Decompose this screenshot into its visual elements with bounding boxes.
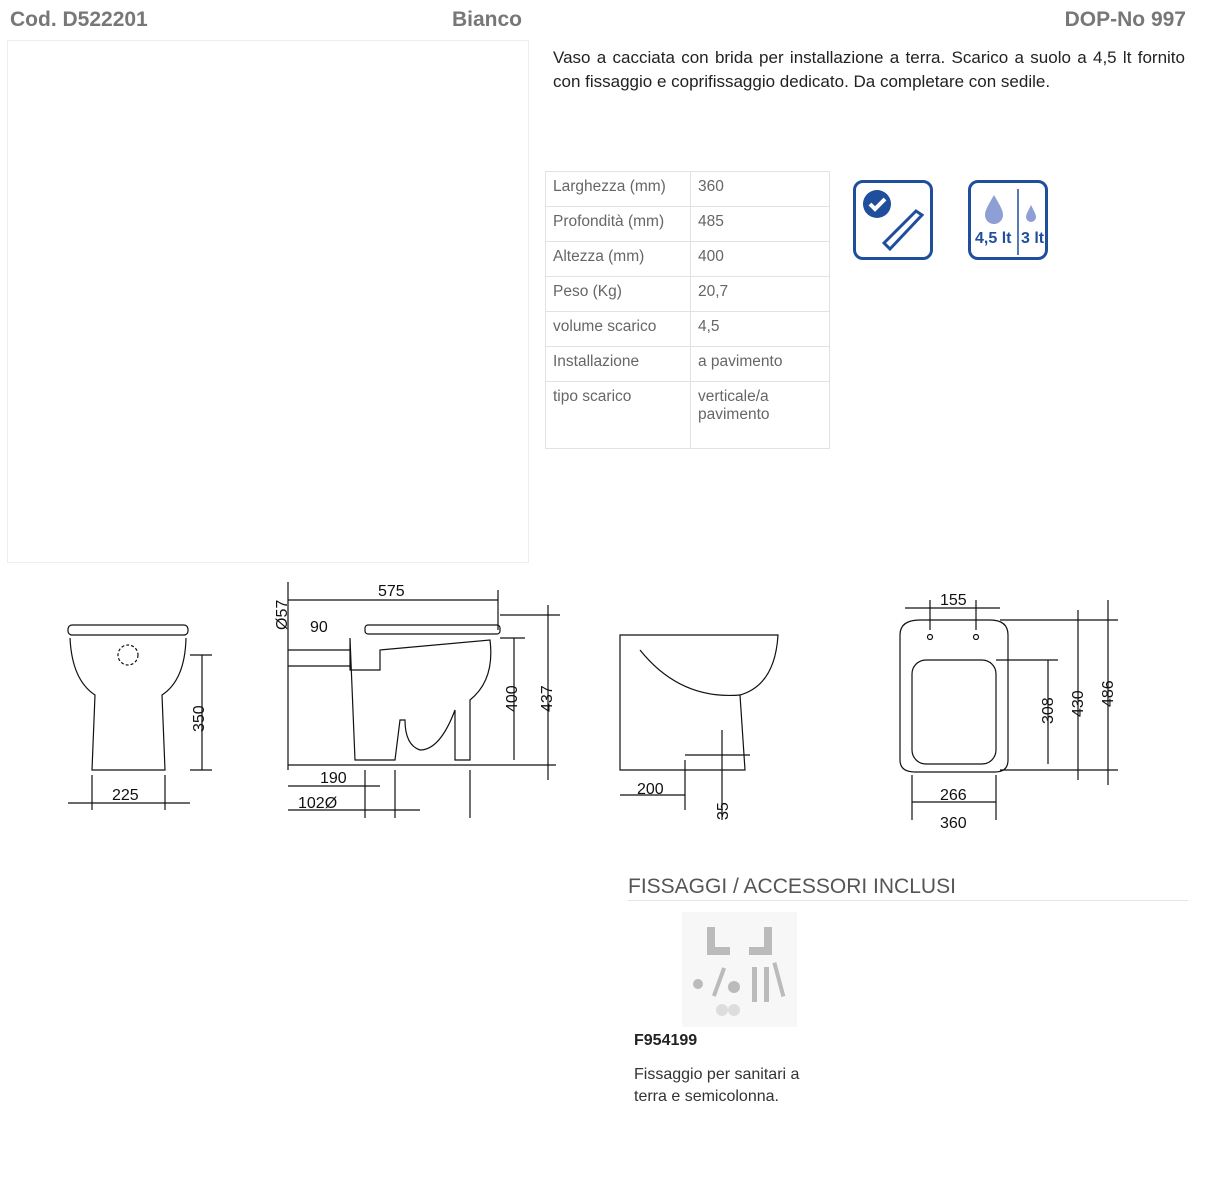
dim-seat-height: 308 [1040,697,1057,724]
specs-table [545,171,830,449]
spec-value: 360 [691,172,830,207]
table-row [546,347,830,382]
table-row [546,277,830,312]
product-description: Vaso a cacciata con brida per installazione a terra. Scarico a suolo a 4,5 lt fornito con fissaggio e coprifissaggio dedicato. Da completare con sedile. [553,48,1185,91]
dim-total-width: 360 [940,815,967,832]
product-image [7,40,529,563]
spec-value: 20,7 [691,277,830,312]
dim-front-width: 225 [112,787,139,804]
dim-holes: 155 [940,592,967,609]
accessory-description: Fissaggio per sanitari a terra e semicolonna. [634,1066,800,1105]
dim-inlet: Ø57 [274,599,291,630]
spec-label: volume scarico [546,312,691,347]
flush-volume-icon [968,180,1048,260]
top-view [900,592,1118,832]
accessory-code: F954199 [634,1032,698,1049]
dim-seat-width: 266 [940,787,967,804]
dim-total-length: 486 [1100,680,1117,707]
spec-label: Altezza (mm) [546,242,691,277]
dim-section-floor: 35 [715,802,732,820]
spec-label: tipo scarico [546,382,691,449]
front-view [68,625,212,810]
section-view [620,635,778,820]
dim-outlet-dia: 102Ø [298,795,338,812]
table-row [546,172,830,207]
table-row [546,382,830,449]
spec-value: 400 [691,242,830,277]
spec-value: a pavimento [691,347,830,382]
accessory-image [682,912,797,1027]
dim-inner-length: 430 [1070,690,1087,717]
dim-inlet-offset: 90 [310,619,328,636]
dim-height: 400 [504,685,521,712]
product-color: Bianco [452,8,523,31]
spec-value: verticale/a pavimento [691,382,830,449]
spec-value: 485 [691,207,830,242]
dim-front-height: 350 [191,705,208,732]
dop-number: DOP-No 997 [1064,8,1186,31]
table-row [546,312,830,347]
dim-section-dist: 200 [637,781,664,798]
dim-total-height: 437 [539,685,556,712]
dim-depth: 575 [378,583,405,600]
spec-value: 4,5 [691,312,830,347]
table-row [546,242,830,277]
spec-label: Peso (Kg) [546,277,691,312]
flush-full-label: 4,5 lt [975,230,1012,247]
technical-drawing [0,570,1206,832]
spec-label: Profondità (mm) [546,207,691,242]
spec-label: Larghezza (mm) [546,172,691,207]
fixing-included-icon [853,180,933,260]
dim-outlet-offset: 190 [320,770,347,787]
spec-label: Installazione [546,347,691,382]
accessories-title: FISSAGGI / ACCESSORI INCLUSI [628,875,1188,901]
flush-half-label: 3 lt [1021,230,1045,247]
table-row [546,207,830,242]
product-code: Cod. D522201 [10,8,148,31]
side-view [274,582,560,818]
